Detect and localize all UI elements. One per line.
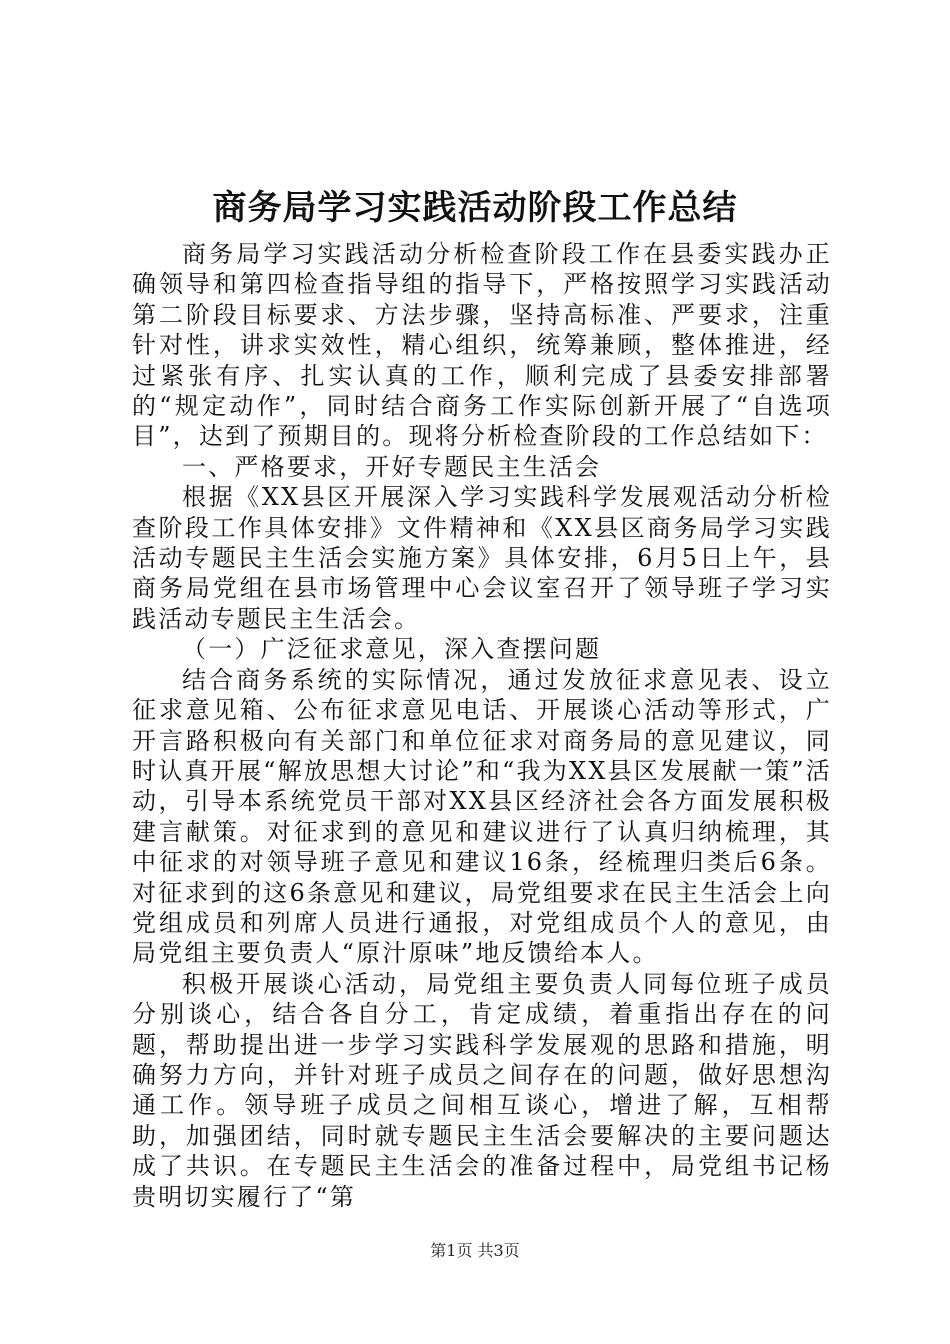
document-body	[132, 239, 832, 1212]
paragraph-basis: 根据《XX县区开展深入学习实践科学发展观活动分析检查阶段工作具体安排》文件精神和《XX县区商务局学习实践活动专题民主生活会实施方案》具体安排，6月5日上午，县商务局党组在县市场管理中心会议室召开了领导班子学习实践活动专题民主生活会。	[132, 483, 832, 633]
document-title: 商务局学习实践活动阶段工作总结	[212, 188, 738, 228]
subsection-heading-1: （一）广泛征求意见，深入查摆问题	[182, 635, 602, 664]
paragraph-intro: 商务局学习实践活动分析检查阶段工作在县委实践办正确领导和第四检查指导组的指导下，严格按照学习实践活动第二阶段目标要求、方法步骤，坚持高标准、严要求，注重针对性，讲求实效性，精心组织，统筹兼顾，整体推进，经过紧张有序、扎实认真的工作，顺利完成了县委安排部署的“规定动作”，同时结合商务工作实际创新开展了“自选项目”，达到了预期目的。现将分析检查阶段的工作总结如下：	[132, 240, 832, 451]
paragraph-opinions: 结合商务系统的实际情况，通过发放征求意见表、设立征求意见箱、公布征求意见电话、开展谈心活动等形式，广开言路积极向有关部门和单位征求对商务局的意见建议，同时认真开展“解放思想大讨论”和“我为XX县区发展献一策”活动，引导本系统党员干部对XX县区经济社会各方面发展积极建言献策。对征求到的意见和建议进行了认真归纳梳理，其中征求的对领导班子意见和建议16条，经梳理归类后6条。对征求到的这6条意见和建议，局党组要求在民主生活会上向党组成员和列席人员进行通报，对党组成员个人的意见，由局党组主要负责人“原汁原味”地反馈给本人。	[132, 665, 832, 968]
section-heading-1: 一、严格要求，开好专题民主生活会	[182, 452, 602, 481]
page-footer: 第1页 共3页	[430, 1241, 520, 1260]
paragraph-talks: 积极开展谈心活动，局党组主要负责人同每位班子成员分别谈心，结合各自分工，肯定成绩，着重指出存在的问题，帮助提出进一步学习实践科学发展观的思路和措施，明确努力方向，并针对班子成员之间存在的问题，做好思想沟通工作。领导班子成员之间相互谈心，增进了解，互相帮助，加强团结，同时就专题民主生活会要解决的主要问题达成了共识。在专题民主生活会的准备过程中，局党组书记杨贵明切实履行了“第	[132, 969, 832, 1211]
